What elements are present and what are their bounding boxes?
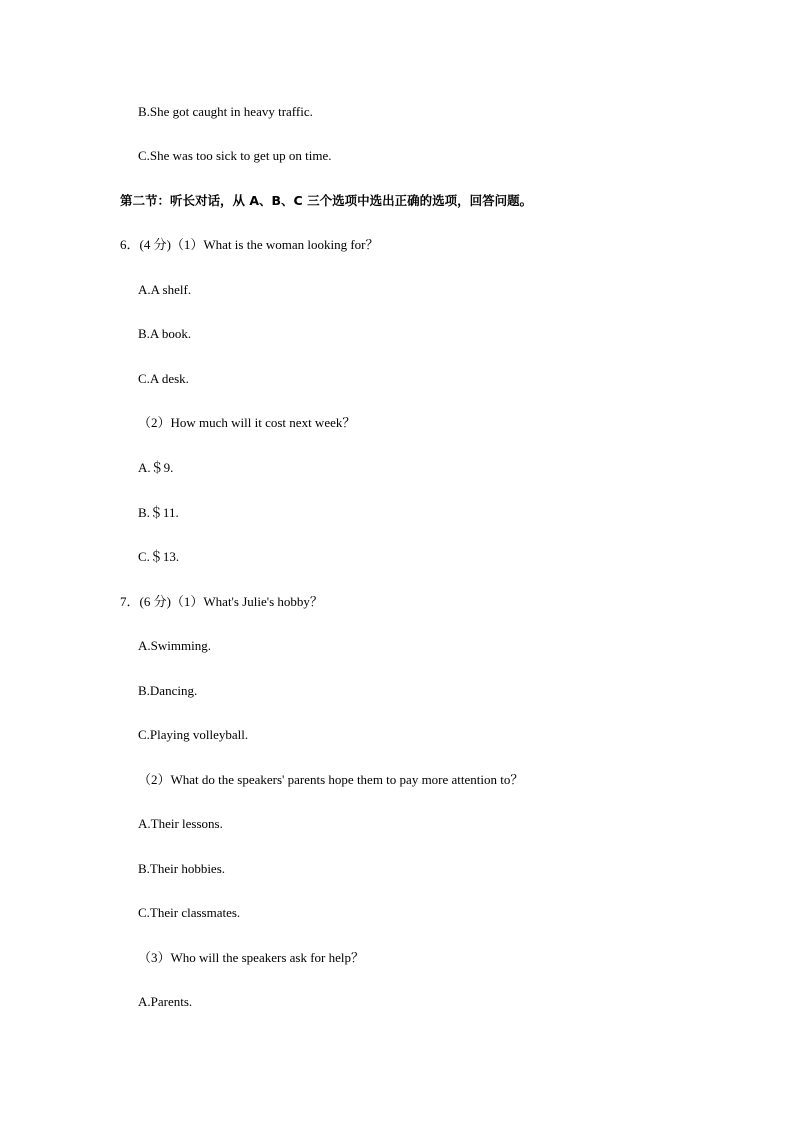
option-c-q6-2: C.＄13. (138, 549, 180, 564)
option-c-q7-2: C.Their classmates. (138, 905, 241, 920)
option-a-q6-2: A.＄9. (138, 460, 174, 475)
option-b-q7-2: B.Their hobbies. (138, 861, 226, 876)
option-a-q7-2: A.Their lessons. (138, 816, 223, 831)
option-a-q7-3: A.Parents. (138, 994, 193, 1009)
question-7-part-2: （2）What do the speakers' parents hope them to pay more attention to？ (138, 772, 524, 787)
option-b-q5: B.She got caught in heavy traffic. (138, 104, 313, 119)
option-c-q5: C.She was too sick to get up on time. (138, 148, 332, 163)
option-b-q6-2: B.＄11. (138, 505, 179, 520)
option-a-q7-1: A.Swimming. (138, 638, 211, 653)
question-6-part-1: 6．(4 分)（1）What is the woman looking for？ (120, 237, 379, 252)
option-a-q6-1: A.A shelf. (138, 282, 192, 297)
section-heading: 第二节：听长对话，从 A、B、C 三个选项中选出正确的选项，回答问题。 (120, 193, 533, 208)
option-b-q7-1: B.Dancing. (138, 683, 198, 698)
question-7-part-1: 7．(6 分)（1）What's Julie's hobby？ (120, 594, 323, 609)
question-6-part-2: （2）How much will it cost next week？ (138, 415, 356, 430)
question-7-part-3: （3）Who will the speakers ask for help？ (138, 950, 365, 965)
option-c-q6-1: C.A desk. (138, 371, 189, 386)
option-c-q7-1: C.Playing volleyball. (138, 727, 249, 742)
option-b-q6-1: B.A book. (138, 326, 192, 341)
